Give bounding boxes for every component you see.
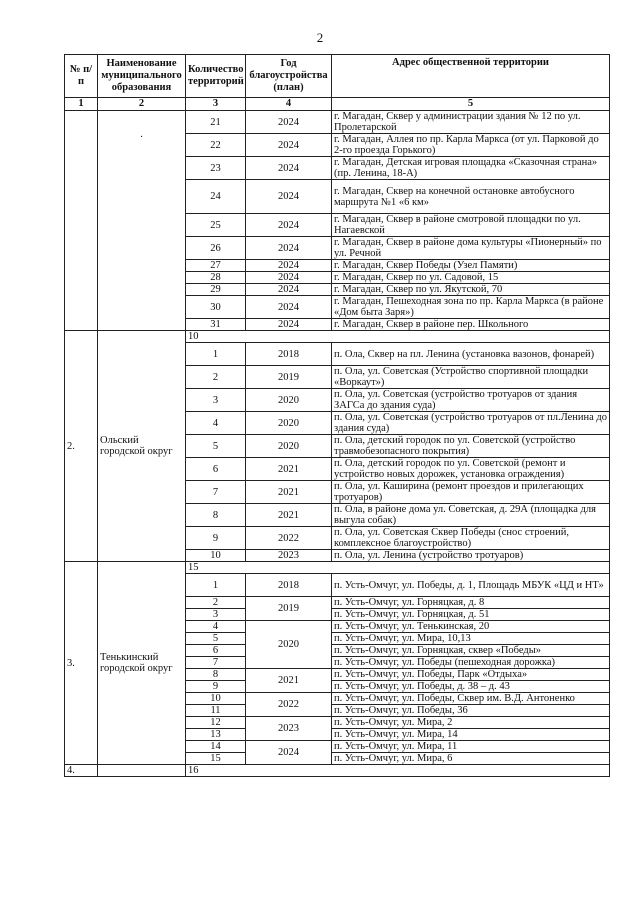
column-number: 2 xyxy=(98,98,186,111)
row-year: 2020 xyxy=(246,389,332,412)
row-address: п. Усть-Омчуг, ул. Победы, д. 38 – д. 43 xyxy=(332,681,610,693)
row-address: г. Магадан, Сквер в районе смотровой площадки по ул. Нагаевской xyxy=(332,214,610,237)
row-number: 6 xyxy=(186,458,246,481)
row-address: п. Усть-Омчуг, ул. Победы (пешеходная дорожка) xyxy=(332,657,610,669)
row-year: 2024 xyxy=(246,180,332,214)
row-address: п. Ола, ул. Советская (устройство тротуаров от пл.Ленина до здания суда) xyxy=(332,412,610,435)
row-year: 2018 xyxy=(246,343,332,366)
row-address: п. Усть-Омчуг, ул. Горняцкая, д. 51 xyxy=(332,609,610,621)
row-address: п. Усть-Омчуг, ул. Победы, Сквер им. В.Д. Антоненко xyxy=(332,693,610,705)
row-number: 26 xyxy=(186,237,246,260)
row-address: г. Магадан, Детская игровая площадка «Сказочная страна» (пр. Ленина, 18-А) xyxy=(332,157,610,180)
row-number: 8 xyxy=(186,504,246,527)
row-address: п. Ола, Сквер на пл. Ленина (установка вазонов, фонарей) xyxy=(332,343,610,366)
row-address: п. Усть-Омчуг, ул. Мира, 11 xyxy=(332,741,610,753)
row-number: 5 xyxy=(186,633,246,645)
row-number: 13 xyxy=(186,729,246,741)
row-number: 29 xyxy=(186,284,246,296)
row-number: 2 xyxy=(186,597,246,609)
row-address: п. Усть-Омчуг, ул. Мира, 2 xyxy=(332,717,610,729)
row-year: 2021 xyxy=(246,669,332,693)
row-address: г. Магадан, Сквер в районе пер. Школьного xyxy=(332,319,610,331)
table-cell-empty xyxy=(65,111,98,331)
column-number: 5 xyxy=(332,98,610,111)
row-year: 2024 xyxy=(246,741,332,765)
row-address: г. Магадан, Аллея по пр. Карла Маркса (от ул. Парковой до 2-го проезда Горького) xyxy=(332,134,610,157)
row-address: п. Ола, ул. Каширина (ремонт проездов и прилегающих тротуаров) xyxy=(332,481,610,504)
row-address: п. Усть-Омчуг, ул. Мира, 6 xyxy=(332,753,610,765)
row-address: п. Ола, ул. Советская (устройство тротуаров от здания ЗАГСа до здания суда) xyxy=(332,389,610,412)
row-number: 9 xyxy=(186,527,246,550)
row-number: 4 xyxy=(186,412,246,435)
row-number: 14 xyxy=(186,741,246,753)
row-address: г. Магадан, Сквер у администрации здания № 12 по ул. Пролетарской xyxy=(332,111,610,134)
row-year: 2021 xyxy=(246,458,332,481)
row-number: 4 xyxy=(186,621,246,633)
column-number: 4 xyxy=(246,98,332,111)
header-address: Адрес общественной территории xyxy=(332,55,610,98)
row-year: 2020 xyxy=(246,435,332,458)
row-index: 2. xyxy=(65,331,98,562)
row-year: 2018 xyxy=(246,574,332,597)
territory-total: 16 xyxy=(186,765,610,777)
row-year: 2019 xyxy=(246,366,332,389)
page-number: 2 xyxy=(316,30,324,45)
row-address: п. Усть-Омчуг, ул. Мира, 14 xyxy=(332,729,610,741)
row-year: 2024 xyxy=(246,260,332,272)
row-number: 15 xyxy=(186,753,246,765)
row-year: 2021 xyxy=(246,481,332,504)
row-number: 11 xyxy=(186,705,246,717)
territory-total: 15 xyxy=(186,562,610,574)
row-year: 2022 xyxy=(246,527,332,550)
row-year: 2019 xyxy=(246,597,332,621)
municipality-name-empty xyxy=(98,765,186,777)
row-year: 2023 xyxy=(246,550,332,562)
row-number: 2 xyxy=(186,366,246,389)
row-number: 30 xyxy=(186,296,246,319)
row-index: 3. xyxy=(65,562,98,765)
row-address: п. Ола, детский городок по ул. Советской (ремонт и устройство новых дорожек, установка ограждения) xyxy=(332,458,610,481)
row-index: 4. xyxy=(65,765,98,777)
row-address: п. Усть-Омчуг, ул. Горняцкая, сквер «Победы» xyxy=(332,645,610,657)
row-address: п. Ола, в районе дома ул. Советская, д. 29А (площадка для выгула собак) xyxy=(332,504,610,527)
row-year: 2024 xyxy=(246,134,332,157)
row-address: п. Ола, ул. Советская (Устройство спортивной площадки «Воркаут») xyxy=(332,366,610,389)
row-address: г. Магадан, Сквер в районе дома культуры «Пионерный» по ул. Речной xyxy=(332,237,610,260)
column-number: 1 xyxy=(65,98,98,111)
row-year: 2020 xyxy=(246,412,332,435)
row-number: 9 xyxy=(186,681,246,693)
row-year: 2024 xyxy=(246,296,332,319)
row-address: г. Магадан, Пешеходная зона по пр. Карла Маркса (в районе «Дом быта Заря») xyxy=(332,296,610,319)
row-year: 2022 xyxy=(246,693,332,717)
column-number: 3 xyxy=(186,98,246,111)
row-number: 5 xyxy=(186,435,246,458)
row-number: 1 xyxy=(186,343,246,366)
row-number: 12 xyxy=(186,717,246,729)
row-number: 23 xyxy=(186,157,246,180)
row-number: 6 xyxy=(186,645,246,657)
row-number: 7 xyxy=(186,657,246,669)
row-year: 2023 xyxy=(246,717,332,741)
row-number: 25 xyxy=(186,214,246,237)
row-address: г. Магадан, Сквер по ул. Садовой, 15 xyxy=(332,272,610,284)
row-number: 10 xyxy=(186,693,246,705)
row-number: 28 xyxy=(186,272,246,284)
row-number: 24 xyxy=(186,180,246,214)
row-address: п. Усть-Омчуг, ул. Горняцкая, д. 8 xyxy=(332,597,610,609)
row-address: п. Ола, ул. Ленина (устройство тротуаров) xyxy=(332,550,610,562)
row-year: 2021 xyxy=(246,504,332,527)
row-address: п. Усть-Омчуг, ул. Победы, 36 xyxy=(332,705,610,717)
row-year: 2024 xyxy=(246,272,332,284)
row-address: п. Ола, детский городок по ул. Советской (устройство травмобезопасного покрытия) xyxy=(332,435,610,458)
row-address: п. Усть-Омчуг, ул. Победы, д. 1, Площадь МБУК «ЦД и НТ» xyxy=(332,574,610,597)
row-number: 10 xyxy=(186,550,246,562)
row-number: 31 xyxy=(186,319,246,331)
row-number: 22 xyxy=(186,134,246,157)
row-number: 3 xyxy=(186,609,246,621)
row-year: 2024 xyxy=(246,111,332,134)
row-address: г. Магадан, Сквер на конечной остановке автобусного маршрута №1 «6 км» xyxy=(332,180,610,214)
row-year: 2020 xyxy=(246,621,332,669)
row-year: 2024 xyxy=(246,237,332,260)
row-address: г. Магадан, Сквер по ул. Якутской, 70 xyxy=(332,284,610,296)
row-year: 2024 xyxy=(246,284,332,296)
row-number: 27 xyxy=(186,260,246,272)
row-number: 21 xyxy=(186,111,246,134)
row-number: 8 xyxy=(186,669,246,681)
row-address: п. Усть-Омчуг, ул. Победы, Парк «Отдыха» xyxy=(332,669,610,681)
row-year: 2024 xyxy=(246,214,332,237)
row-address: г. Магадан, Сквер Победы (Узел Памяти) xyxy=(332,260,610,272)
territories-table xyxy=(64,54,610,777)
header-count: Количество территорий xyxy=(186,55,246,98)
row-year: 2024 xyxy=(246,157,332,180)
row-address: п. Ола, ул. Советская Сквер Победы (снос строений, комплексное благоустройство) xyxy=(332,527,610,550)
header-year: Год благоустройства (план) xyxy=(246,55,332,98)
territory-total: 10 xyxy=(186,331,610,343)
row-address: п. Усть-Омчуг, ул. Мира, 10,13 xyxy=(332,633,610,645)
row-address: п. Усть-Омчуг, ул. Тенькинская, 20 xyxy=(332,621,610,633)
row-number: 1 xyxy=(186,574,246,597)
row-number: 3 xyxy=(186,389,246,412)
stray-mark: . xyxy=(98,111,186,331)
row-year: 2024 xyxy=(246,319,332,331)
header-no: № п/п xyxy=(65,55,98,98)
municipality-name: Ольский городской округ xyxy=(98,331,186,562)
row-number: 7 xyxy=(186,481,246,504)
header-municipality: Наименование муниципального образования xyxy=(98,55,186,98)
municipality-name: Тенькинский городской округ xyxy=(98,562,186,765)
